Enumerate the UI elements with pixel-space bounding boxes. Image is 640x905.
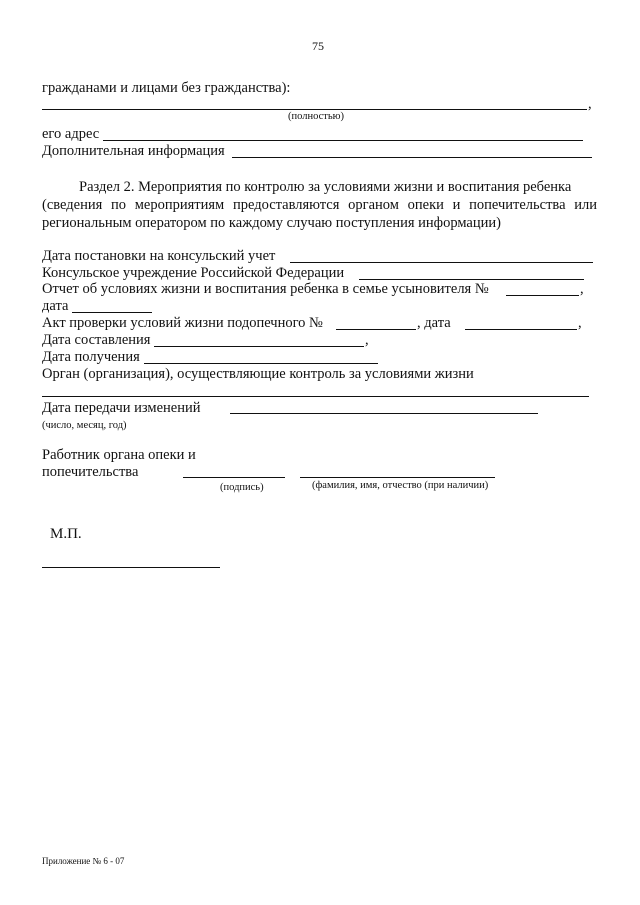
footer-appendix: Приложение № 6 - 07 bbox=[42, 856, 125, 866]
section-2-block bbox=[42, 178, 597, 232]
signature-line[interactable] bbox=[183, 477, 285, 478]
fullname-field-line[interactable] bbox=[42, 109, 587, 110]
report-label: Отчет об условиях жизни и воспитания ребенка в семье усыновителя № bbox=[42, 281, 489, 297]
control-body-line[interactable] bbox=[42, 396, 589, 397]
received-date-line[interactable] bbox=[144, 363, 378, 364]
section-heading: Раздел 2. Мероприятия по контролю за условиями жизни и воспитания ребенка bbox=[79, 179, 572, 195]
report-comma: , bbox=[580, 281, 584, 297]
report-date-line[interactable] bbox=[72, 312, 152, 313]
section-note: (сведения по мероприятиям предоставляются органом опеки и попечительства или региональным оператором по каждому случаю поступления информации) bbox=[42, 197, 597, 231]
transfer-date-label: Дата передачи изменений bbox=[42, 400, 201, 416]
fullname-caption: (полностью) bbox=[288, 111, 344, 122]
compiled-date-line[interactable] bbox=[154, 346, 364, 347]
additional-info-label: Дополнительная информация bbox=[42, 143, 225, 159]
additional-info-field-line[interactable] bbox=[232, 157, 592, 158]
consular-date-label: Дата постановки на консульский учет bbox=[42, 248, 276, 264]
compiled-date-comma: , bbox=[365, 332, 369, 348]
name-line[interactable] bbox=[300, 477, 495, 478]
stamp-label: М.П. bbox=[50, 526, 82, 542]
address-field-line[interactable] bbox=[103, 140, 583, 141]
compiled-date-label: Дата составления bbox=[42, 332, 151, 348]
inspection-act-label: Акт проверки условий жизни подопечного № bbox=[42, 315, 323, 331]
worker-label-line1: Работник органа опеки и bbox=[42, 447, 196, 463]
name-caption: (фамилия, имя, отчество (при наличии) bbox=[312, 480, 489, 491]
received-date-label: Дата получения bbox=[42, 349, 140, 365]
stamp-line[interactable] bbox=[42, 567, 220, 568]
transfer-date-line[interactable] bbox=[230, 413, 538, 414]
report-date-label: дата bbox=[42, 298, 69, 314]
inspection-act-date-line[interactable] bbox=[465, 329, 577, 330]
consulate-line[interactable] bbox=[359, 279, 584, 280]
control-body-label: Орган (организация), осуществляющие контроль за условиями жизни bbox=[42, 366, 474, 382]
consulate-label: Консульское учреждение Российской Федерации bbox=[42, 265, 345, 281]
inspection-act-number-line[interactable] bbox=[336, 329, 416, 330]
inspection-act-comma: , bbox=[578, 315, 582, 331]
inspection-act-date-label: , дата bbox=[417, 315, 451, 331]
intro-line: гражданами и лицами без гражданства): bbox=[42, 80, 291, 96]
worker-label-line2: попечительства bbox=[42, 464, 139, 480]
page-number: 75 bbox=[312, 39, 324, 53]
fullname-trailing-comma: , bbox=[588, 96, 592, 112]
consular-date-line[interactable] bbox=[290, 262, 593, 263]
report-number-line[interactable] bbox=[506, 295, 579, 296]
address-label: его адрес bbox=[42, 126, 100, 142]
transfer-date-hint: (число, месяц, год) bbox=[42, 420, 127, 431]
signature-caption: (подпись) bbox=[220, 482, 264, 493]
